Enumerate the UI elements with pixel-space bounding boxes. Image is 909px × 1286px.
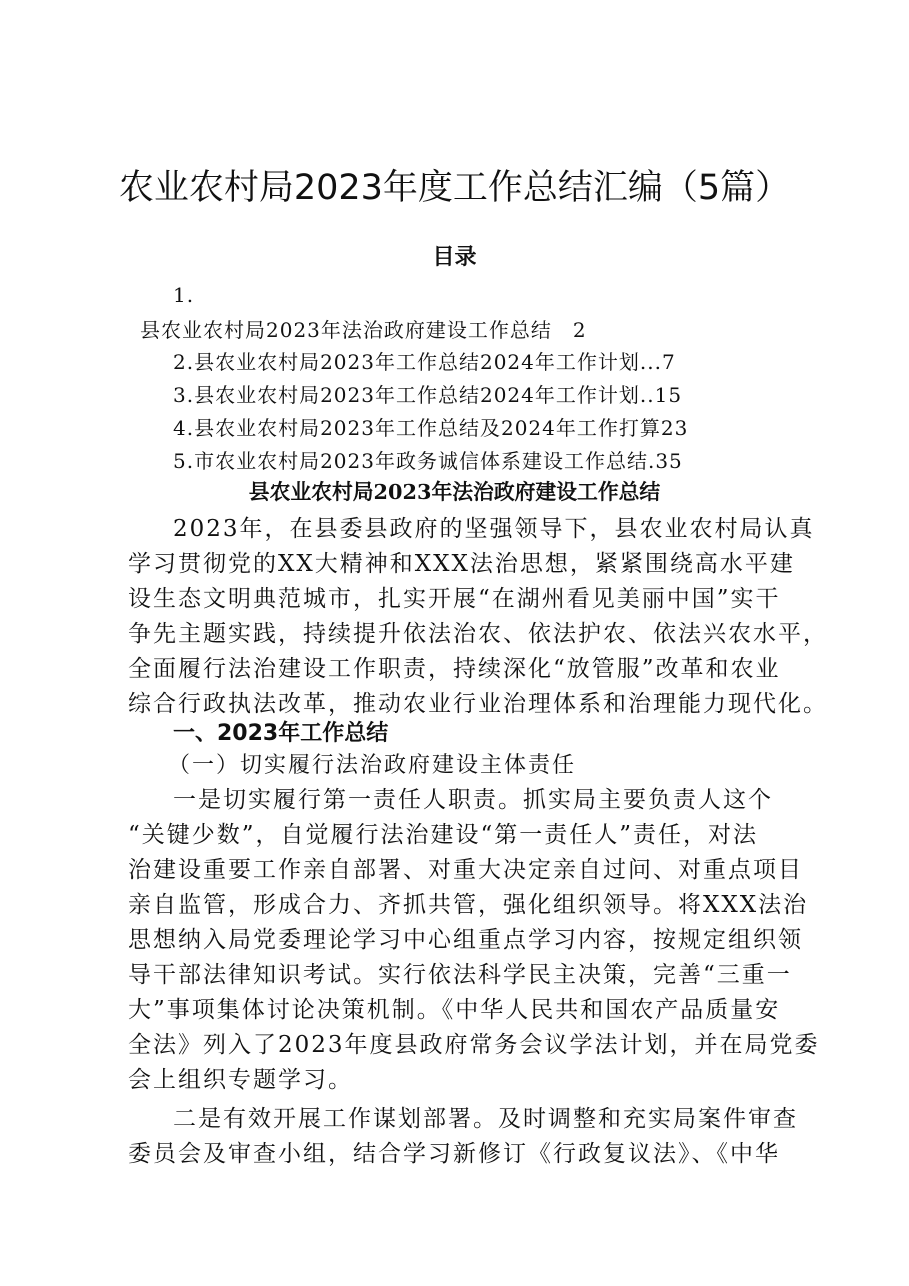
paragraph-line: “关键少数”，自觉履行法治建设“第一责任人”责任，对法 (128, 822, 759, 848)
heading-level-2: （一）切实履行法治政府建设主体责任 (168, 753, 577, 778)
toc-heading: 目录 (432, 245, 477, 270)
paragraph-line: 二是有效开展工作谋划部署。及时调整和充实局案件审查 (173, 1106, 798, 1132)
paragraph-line: 亲自监管，形成合力、齐抓共管，强化组织领导。将XXX法治 (128, 892, 809, 918)
paragraph-line: 学习贯彻党的XX大精神和XXX法治思想，紧紧围绕高水平建 (128, 551, 795, 577)
toc-item-5[interactable]: 5.市农业农村局2023年政务诚信体系建设工作总结.35 (173, 449, 683, 473)
paragraph-line: 全面履行法治建设工作职责，持续深化“放管服”改革和农业 (128, 656, 781, 682)
document-title: 农业农村局2023年度工作总结汇编（5篇） (118, 168, 791, 208)
toc-item-2[interactable]: 2.县农业农村局2023年工作总结2024年工作计划...7 (173, 350, 676, 374)
paragraph-line: 会上组织专题学习。 (128, 1067, 353, 1093)
paragraph-line: 全法》列入了2023年度县政府常务会议学法计划，并在局党委 (128, 1032, 820, 1058)
toc-item-1[interactable]: 县农业农村局2023年法治政府建设工作总结 2 (140, 318, 587, 342)
toc-item-1-number[interactable]: 1. (173, 283, 195, 307)
toc-item-4[interactable]: 4.县农业农村局2023年工作总结及2024年工作打算23 (173, 416, 689, 440)
paragraph-line: 治建设重要工作亲自部署、对重大决定亲自过问、对重点项目 (128, 857, 803, 883)
toc-item-3[interactable]: 3.县农业农村局2023年工作总结2024年工作计划..15 (173, 383, 683, 407)
paragraph-line: 争先主题实践，持续提升依法治农、依法护农、依法兴农水平， (128, 621, 828, 647)
paragraph-line: 思想纳入局党委理论学习中心组重点学习内容，按规定组织领 (128, 927, 803, 953)
paragraph-line: 大”事项集体讨论决策机制。《中华人民共和国农产品质量安 (128, 997, 781, 1023)
section-title: 县农业农村局2023年法治政府建设工作总结 (248, 479, 661, 504)
paragraph-line: 一是切实履行第一责任人职责。抓实局主要负责人这个 (173, 787, 773, 813)
heading-level-1: 一、2023年工作总结 (173, 721, 389, 746)
paragraph-line: 2023年，在县委县政府的坚强领导下，县农业农村局认真 (173, 516, 815, 542)
paragraph-line: 导干部法律知识考试。实行依法科学民主决策，完善“三重一 (128, 962, 792, 988)
paragraph-line: 设生态文明典范城市，扎实开展“在湖州看见美丽中国”实干 (128, 586, 781, 612)
paragraph-line: 委员会及审查小组，结合学习新修订《行政复议法》、《中华 (128, 1141, 780, 1167)
paragraph-line: 综合行政执法改革，推动农业行业治理体系和治理能力现代化。 (128, 691, 828, 717)
